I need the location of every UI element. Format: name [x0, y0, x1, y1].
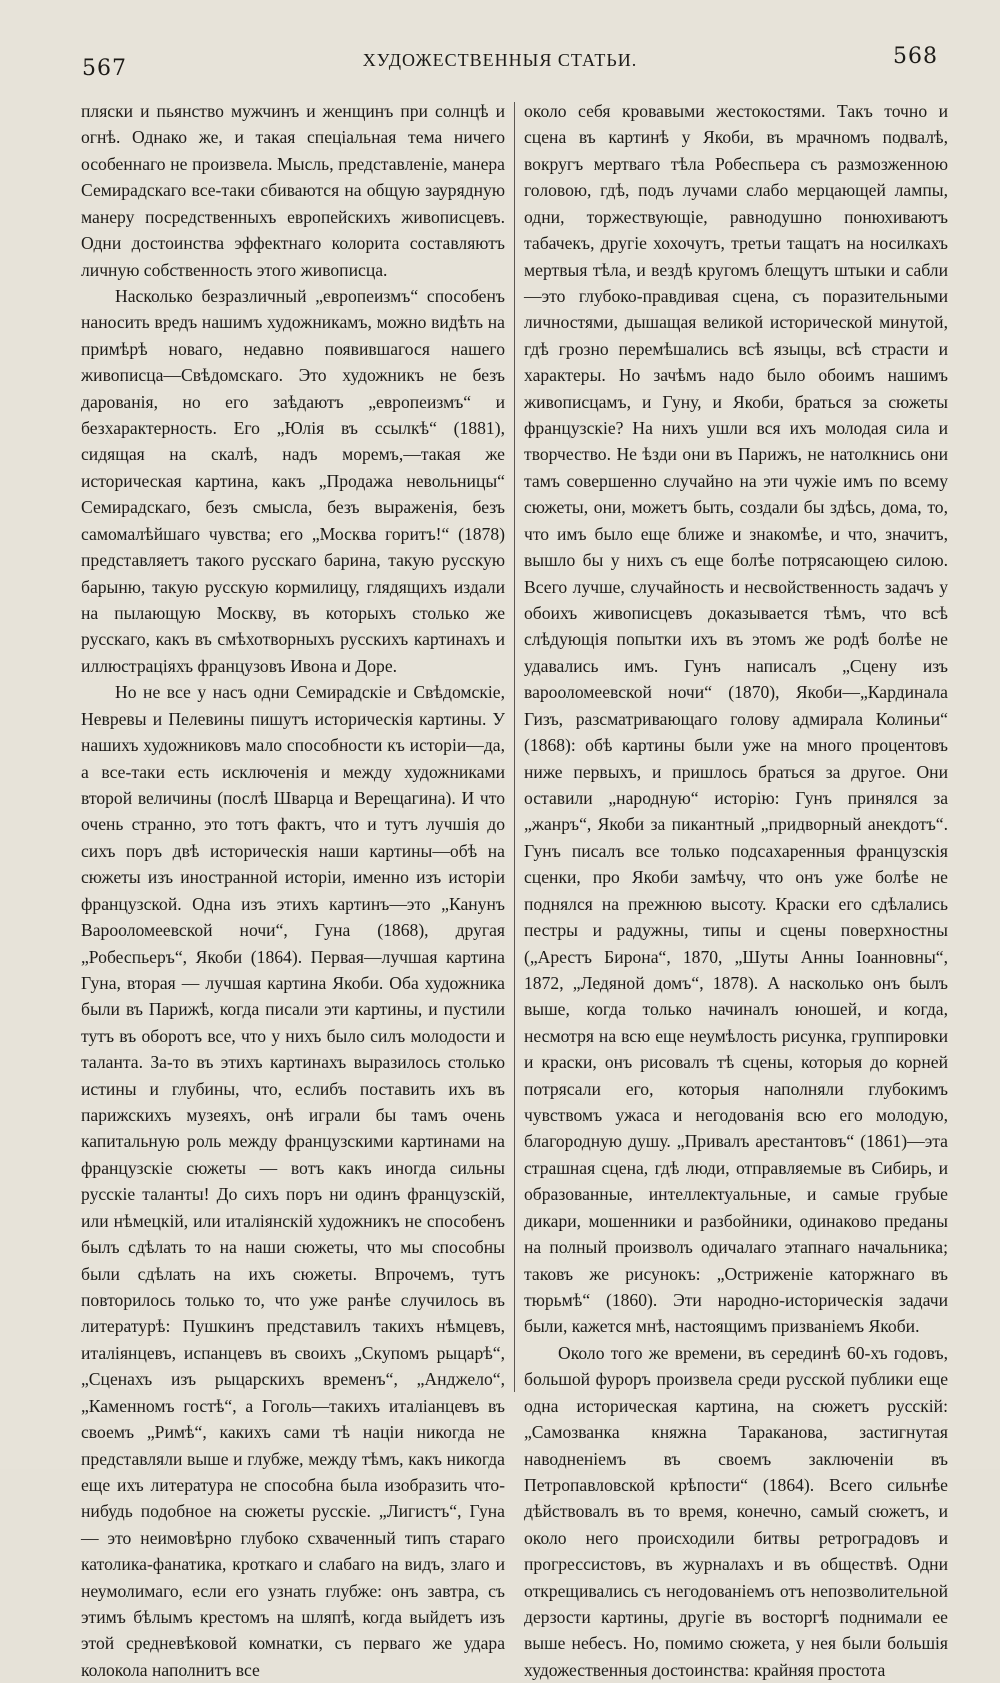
paragraph: Но не все у насъ одни Семирадскіе и Свѣдомскіе, Невревы и Пелевины пишутъ историческія картины. У нашихъ художниковъ мало способности къ исторіи—да, а все-таки есть исключенія и между художниками второй величины (послѣ Шварца и Верещагина). И что очень странно, это тотъ фактъ, что и тутъ лучшія до сихъ поръ двѣ историческія наши картины—обѣ на сюжеты изъ иностранной исторіи, именно изъ исторіи французской. Одна изъ этихъ картинъ—это „Канунъ Варооломеевской ночи“, Гуна (1868), другая „Робеспьеръ“, Якоби (1864). Первая—лучшая картина Гуна, вторая — лучшая картина Якоби. Оба художника были въ Парижѣ, когда писали эти картины, и пустили тутъ въ оборотъ все, что у нихъ было силъ молодости и таланта. За-то въ этихъ картинахъ выразилось столько истины и глубины, что, еслибъ поставить ихъ въ парижскихъ музеяхъ, онѣ играли бы тамъ очень капитальную роль между французскими картинами на французскіе сюжеты — вотъ какъ иногда сильны русскіе таланты! До сихъ поръ ни одинъ французскій, или нѣмецкій, или италіянскій художникъ не способенъ былъ сдѣлать то на наши сюжеты, что мы способны были сдѣлать на ихъ сюжеты. Впрочемъ, тутъ повторилось только то, что уже ранѣе случилось въ литературѣ: Пушкинъ представилъ такихъ нѣмцевъ, италіянцевъ, испанцевъ въ своихъ „Скупомъ рыцарѣ“, „Сценахъ изъ рыцарскихъ временъ“, „Анджело“, „Каменномъ гостѣ“, а Гоголь—такихъ италіанцевъ въ своемъ „Римѣ“, какихъ сами тѣ націи никогда не представляли выше и глубже, между тѣмъ, какъ никогда еще ихъ литература не способна была изобразить что-нибудь подобное на сюжеты русскіе. „Лигистъ“, Гуна — это неимовѣрно глубоко схваченный типъ стараго католика-фанатика, кроткаго и слабаго на видъ, злаго и неумолимаго, если его узнать глубже: онъ завтра, съ этимъ бѣлымъ крестомъ на шляпѣ, когда выйдетъ изъ этой средневѣковой комнатки, съ перваго же удара колокола наполнитъ все [81, 682, 505, 1680]
left-text-column [81, 98, 505, 1680]
column-divider [514, 102, 515, 1392]
paragraph: около себя кровавыми жестокостями. Такъ точно и сцена въ картинѣ у Якоби, въ мрачномъ подвалѣ, вокругъ мертваго тѣла Робеспьера съ размозженною головою, гдѣ, подъ лучами слабо мерцающей лампы, одни, торжествующіе, равнодушно понюхиваютъ табачекъ, другіе хохочутъ, третьи тащатъ на носилкахъ мертвыя тѣла, и вездѣ кругомъ блещутъ штыки и сабли—это глубоко-правдивая сцена, съ поразительными личностями, дышащая великой исторической минутой, гдѣ грозно перемѣшались всѣ языцы, всѣ страсти и характеры. Но зачѣмъ надо было обоимъ нашимъ живописцамъ, и Гуну, и Якоби, браться за сюжеты французскіе? На нихъ ушли вся ихъ молодая сила и творчество. Не ѣзди они въ Парижъ, не натолкнись они тамъ совершенно случайно на эти чужіе имъ по всему сюжеты, они, можетъ быть, создали бы здѣсь, дома, то, что имъ было еще ближе и знакомѣе, и что, значитъ, вышло бы у нихъ съ еще болѣе потрясающею силою. Всего лучше, случайность и несвойственность задачъ у обоихъ живописцевъ доказывается тѣмъ, что всѣ слѣдующія попытки ихъ въ этомъ же родѣ болѣе не удавались имъ. Гунъ написалъ „Сцену изъ варооломеевской ночи“ (1870), Якоби—„Кардинала Гизъ, разсматривающаго голову адмирала Колиньи“ (1868): обѣ картины были уже на много процентовъ ниже первыхъ, и пришлось браться за другое. Они оставили „народную“ исторію: Гунъ принялся за „жанръ“, Якоби за пикантный „придворный анекдотъ“. Гунъ писалъ все только подсахаренныя французскія сценки, про Якоби замѣчу, что онъ уже болѣе не поднялся на прежнюю высоту. Краски его сдѣлались пестры и радужны, типы и сцены поверхностны („Арестъ Бирона“, 1870, „Шуты Анны Іоанновны“, 1872, „Ледяной домъ“, 1878). А насколько онъ былъ выше, когда только начиналъ юношей, и когда, несмотря на всю еще неумѣлость рисунка, группировки и краски, онъ рисовалъ тѣ сцены, которыя до корней потрясали его, которыя наполняли глубокимъ чувствомъ ужаса и негодованія всю его молодую, благородную душу. „Привалъ арестантовъ“ (1861)—эта страшная сцена, гдѣ люди, отправляемые въ Сибирь, и образованные, интеллектуальные, и самые грубые дикари, мошенники и разбойники, одинаково преданы на полный произволъ одичалаго этапнаго начальника; таковъ же рисунокъ: „Остриженіе каторжнаго въ тюрьмѣ“ (1860). Эти народно-историческія задачи были, кажется мнѣ, настоящимъ призваніемъ Якоби. [524, 101, 948, 1337]
running-header [0, 42, 1000, 82]
running-title: ХУДОЖЕСТВЕННЫЯ СТАТЬИ. [362, 50, 638, 70]
paragraph: Насколько безразличный „европеизмъ“ способенъ наносить вредъ нашимъ художникамъ, можно видѣть на примѣрѣ новаго, недавно появившагося нашего живописца—Свѣдомскаго. Это художникъ не безъ дарованія, но его заѣдаютъ „европеизмъ“ и безхарактерность. Его „Юлія въ ссылкѣ“ (1881), сидящая на скалѣ, надъ моремъ,—такая же историческая картина, какъ „Продажа невольницы“ Семирадскаго, безъ смысла, безъ выраженія, безъ самомалѣйшаго чувства; его „Москва горитъ!“ (1878) представляетъ такого русскаго барина, такую русскую барыню, такую русскую кормилицу, глядящихъ издали на пылающую Москву, въ которыхъ столько же русскаго, какъ въ смѣхотворныхъ русскихъ картинахъ и иллюстраціяхъ французовъ Ивона и Доре. [81, 285, 505, 676]
paragraph: Около того же времени, въ серединѣ 60-хъ годовъ, большой фуроръ произвела среди русской публики еще одна историческая картина, на сюжетъ русскій: „Самозванка княжна Тараканова, застигнутая наводненіемъ въ своемъ заключеніи въ Петропавловской крѣпости“ (1864). Всего сильнѣе дѣйствовалъ въ то время, конечно, самый сюжетъ, и около него происходили битвы ретроградовъ и прогрессистовъ, въ журналахъ и въ обществѣ. Одни открещивались съ негодованіемъ отъ непозволительной дерзости картины, другіе въ восторгѣ поднимали ее выше небесъ. Но, помимо сюжета, у нея были большія художественныя достоинства: крайняя простота [524, 1342, 948, 1680]
left-page-number: 567 [82, 56, 127, 81]
paragraph: пляски и пьянство мужчинъ и женщинъ при солнцѣ и огнѣ. Однако же, и такая спеціальная тема ничего особеннаго не произвела. Мысль, представленіе, манера Семирадскаго все-таки сбиваются на общую заурядную манеру посредственныхъ европейскихъ живописцевъ. Одни достоинства эффектнаго колорита составляютъ личную собственность этого живописца. [81, 101, 505, 280]
right-text-column [524, 98, 948, 1680]
right-page-number: 568 [893, 44, 938, 69]
